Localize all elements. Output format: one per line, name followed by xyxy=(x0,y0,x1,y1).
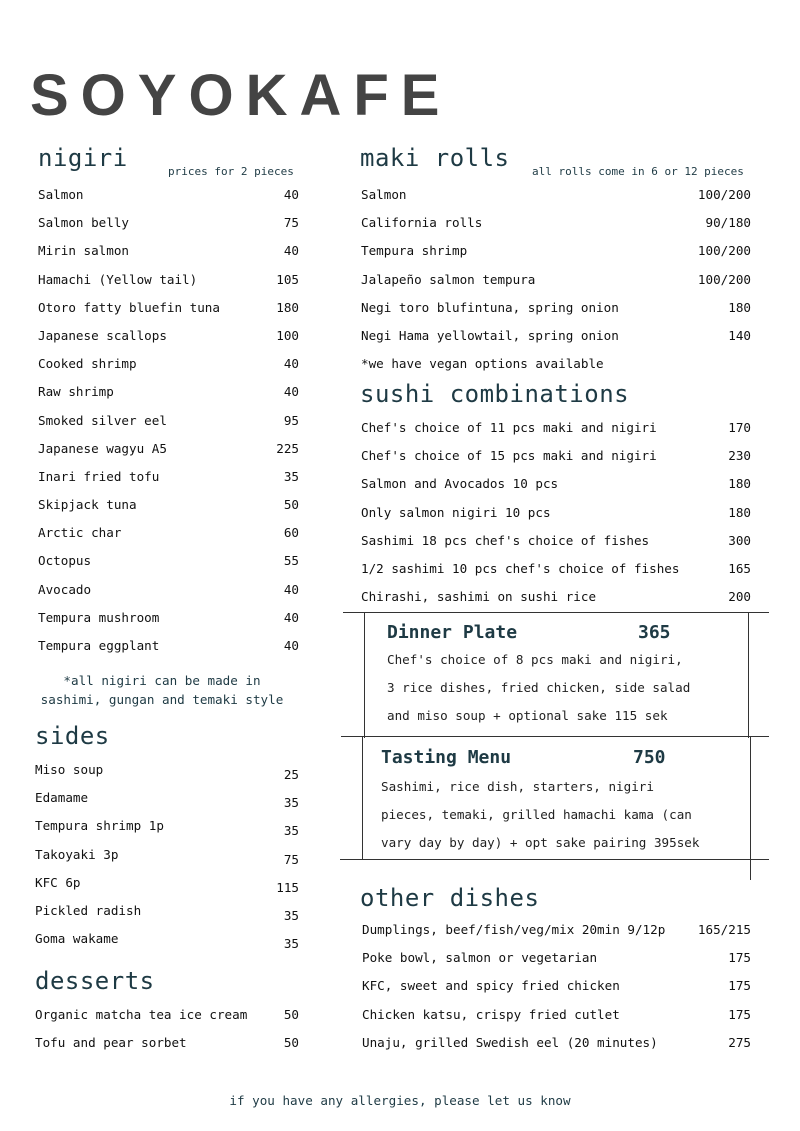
menu-item: Inari fried tofu 35 xyxy=(38,468,299,484)
tasting-menu-price: 750 xyxy=(633,747,666,768)
menu-item: Chef's choice of 15 pcs maki and nigiri 230 xyxy=(361,448,751,464)
maki-list xyxy=(361,187,751,356)
maki-footnote: *we have vegan options available xyxy=(361,356,604,371)
sides-heading: sides xyxy=(35,722,110,750)
box-divider xyxy=(341,736,769,737)
menu-item: Salmon and Avocados 10 pcs 180 xyxy=(361,476,751,492)
menu-item: Avocado 40 xyxy=(38,581,299,597)
menu-item: Cooked shrimp 40 xyxy=(38,356,299,372)
combinations-list xyxy=(361,420,751,617)
menu-item: Tempura mushroom 40 xyxy=(38,609,299,625)
menu-item: Salmon 100/200 xyxy=(361,187,751,202)
nigiri-heading: nigiri xyxy=(38,144,128,172)
menu-item: 1/2 sashimi 10 pcs chef's choice of fishes 165 xyxy=(361,560,751,576)
maki-heading: maki rolls xyxy=(360,144,510,172)
menu-item: Negi toro blufintuna, spring onion 180 xyxy=(361,299,751,315)
other-dishes-heading: other dishes xyxy=(360,884,540,912)
menu-item: Only salmon nigiri 10 pcs 180 xyxy=(361,504,751,520)
menu-item: Smoked silver eel 95 xyxy=(38,412,299,428)
menu-item: Tempura shrimp 1p 35 xyxy=(35,818,299,839)
menu-item: Chef's choice of 11 pcs maki and nigiri 170 xyxy=(361,420,751,435)
dinner-plate-description: Chef's choice of 8 pcs maki and nigiri, 3 rice dishes, fried chicken, side salad and miso soup + optional sake 115 sek xyxy=(387,652,691,724)
tasting-menu-title: Tasting Menu xyxy=(381,747,512,768)
box-divider xyxy=(362,737,363,860)
menu-item: Salmon belly 75 xyxy=(38,215,299,231)
sides-list xyxy=(35,762,299,959)
allergy-footer: if you have any allergies, please let us know xyxy=(229,1093,571,1108)
menu-item: Negi Hama yellowtail, spring onion 140 xyxy=(361,327,751,343)
menu-item: KFC 6p 115 xyxy=(35,874,299,895)
menu-item: California rolls 90/180 xyxy=(361,215,751,231)
menu-item: Salmon 40 xyxy=(38,187,299,202)
menu-item: Tofu and pear sorbet 50 xyxy=(35,1035,299,1051)
menu-item: Goma wakame 35 xyxy=(35,931,299,952)
box-divider xyxy=(340,859,769,860)
menu-item: Dumplings, beef/fish/veg/mix 20min 9/12p 165/215 xyxy=(362,922,751,937)
menu-item: Raw shrimp 40 xyxy=(38,384,299,400)
menu-item: Takoyaki 3p 75 xyxy=(35,846,299,867)
menu-item: Otoro fatty bluefin tuna 180 xyxy=(38,299,299,315)
menu-item: Unaju, grilled Swedish eel (20 minutes) 275 xyxy=(362,1034,751,1050)
menu-item: Arctic char 60 xyxy=(38,525,299,541)
combinations-heading: sushi combinations xyxy=(360,380,630,408)
dinner-plate-price: 365 xyxy=(638,622,671,643)
menu-item: Japanese wagyu A5 225 xyxy=(38,440,299,456)
menu-item: Skipjack tuna 50 xyxy=(38,497,299,513)
menu-item: Tempura shrimp 100/200 xyxy=(361,243,751,259)
nigiri-note: prices for 2 pieces xyxy=(168,165,294,178)
menu-item: Pickled radish 35 xyxy=(35,902,299,923)
menu-item: Tempura eggplant 40 xyxy=(38,638,299,653)
desserts-heading: desserts xyxy=(35,967,155,995)
menu-item: Sashimi 18 pcs chef's choice of fishes 300 xyxy=(361,532,751,548)
box-divider xyxy=(343,612,769,613)
tasting-menu-description: Sashimi, rice dish, starters, nigiri pieces, temaki, grilled hamachi kama (can vary day by day) + opt sake pairing 395sek xyxy=(381,779,700,851)
desserts-list xyxy=(35,1007,299,1063)
menu-item: Organic matcha tea ice cream 50 xyxy=(35,1007,299,1022)
menu-item: KFC, sweet and spicy fried chicken 175 xyxy=(362,978,751,994)
menu-item: Hamachi (Yellow tail) 105 xyxy=(38,271,299,287)
restaurant-logo: SOYOKAFE xyxy=(30,63,452,128)
menu-item: Mirin salmon 40 xyxy=(38,243,299,259)
nigiri-list xyxy=(38,187,299,666)
menu-item: Octopus 55 xyxy=(38,553,299,569)
menu-item: Chirashi, sashimi on sushi rice 200 xyxy=(361,589,751,605)
menu-item: Edamame 35 xyxy=(35,790,299,811)
dinner-plate-title: Dinner Plate xyxy=(387,622,518,643)
menu-item: Miso soup 25 xyxy=(35,762,299,782)
menu-item: Chicken katsu, crispy fried cutlet 175 xyxy=(362,1006,751,1022)
menu-item: Japanese scallops 100 xyxy=(38,327,299,343)
box-divider xyxy=(364,612,365,738)
other-dishes-list xyxy=(362,922,751,1063)
nigiri-footnote: *all nigiri can be made in sashimi, gungan and temaki style xyxy=(40,673,284,707)
box-divider xyxy=(748,612,749,738)
maki-note: all rolls come in 6 or 12 pieces xyxy=(532,165,744,178)
menu-item: Poke bowl, salmon or vegetarian 175 xyxy=(362,950,751,966)
menu-item: Jalapeño salmon tempura 100/200 xyxy=(361,271,751,287)
